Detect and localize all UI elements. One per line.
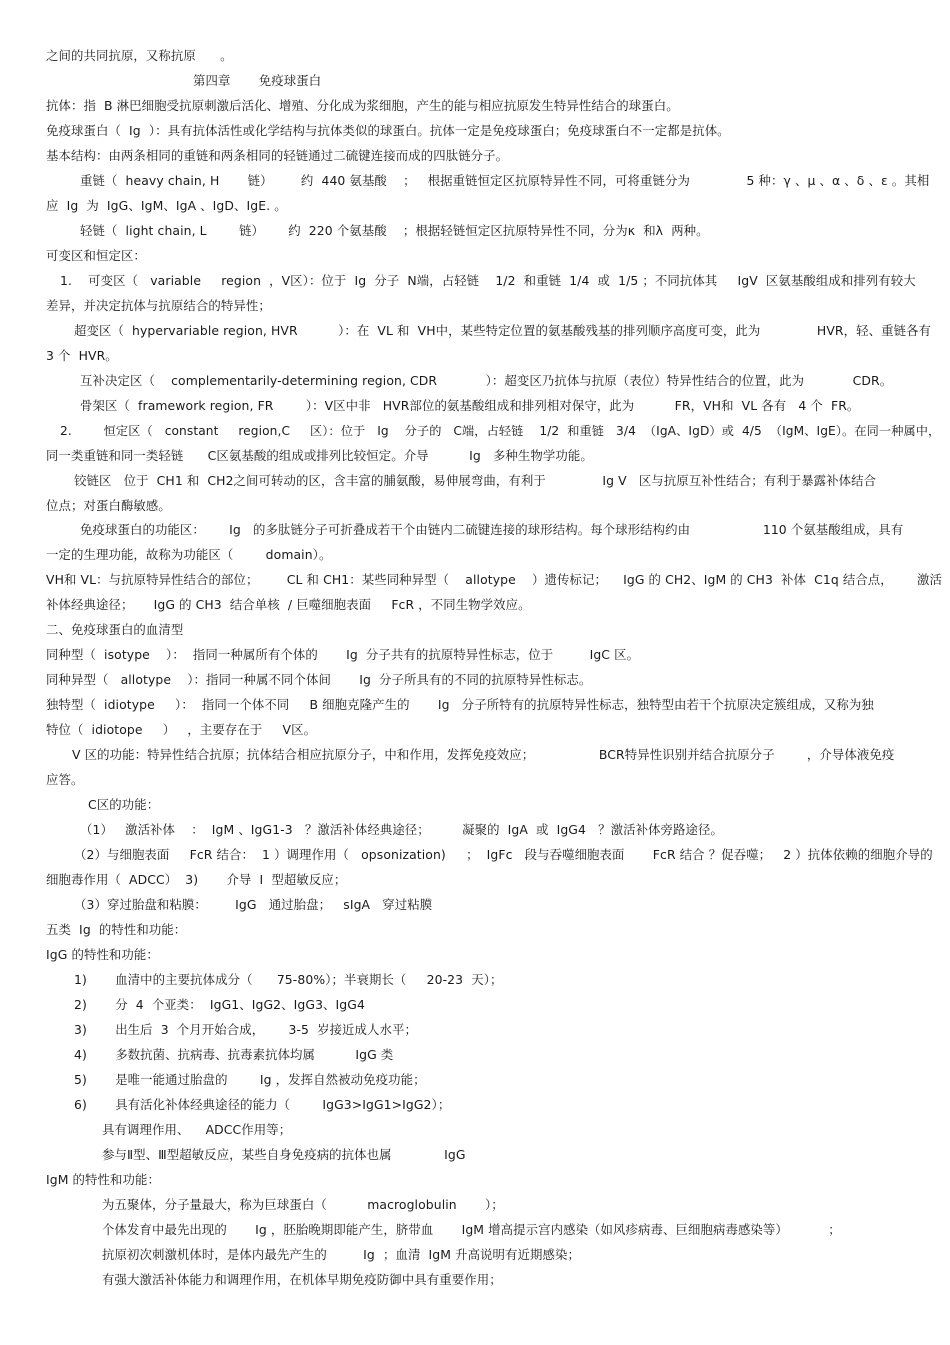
text-line: 重链（ heavy chain, H 链） 约 440 氨基酸 ； 根据重链恒定区抗原特异性不同，可将重链分为 5 种：γ 、μ 、α 、δ 、ε 。其相	[80, 173, 930, 188]
text-line: 补体经典途径； IgG 的 CH3 结合单核 / 巨噬细胞表面 FcR ，不同生物学效应。	[46, 597, 531, 612]
section-heading: IgM 的特性和功能：	[46, 1172, 160, 1187]
list-item: 3) 出生后 3 个月开始合成， 3-5 岁接近成人水平；	[74, 1022, 418, 1037]
text-line: 应 Ig 为 IgG、IgM、IgA 、IgD、IgE. 。	[46, 198, 287, 213]
text-line: （1） 激活补体 ： IgM 、IgG1-3 ？激活补体经典途径； 凝聚的 IgA 或 IgG4 ？激活补体旁路途径。	[80, 822, 724, 837]
section-heading: 二、免疫球蛋白的血清型	[46, 622, 184, 637]
section-heading: 五类 Ig 的特性和功能：	[46, 922, 187, 937]
section-heading: C区的功能：	[88, 797, 160, 812]
text-line: 免疫球蛋白（ Ig ）：具有抗体活性或化学结构与抗体类似的球蛋白。抗体一定是免疫球蛋白；免疫球蛋白不一定都是抗体。	[46, 123, 730, 138]
text-line: 超变区（ hypervariable region, HVR ）：在 VL 和 VH中，某些特定位置的氨基酸残基的排列顺序高度可变，此为 HVR，轻、重链各有	[74, 323, 932, 338]
section-heading: IgG 的特性和功能：	[46, 947, 159, 962]
text-line: 互补决定区（ complementarily-determining region, CDR ）：超变区乃抗体与抗原（表位）特异性结合的位置，此为 CDR。	[80, 373, 893, 388]
text-line: （3）穿过胎盘和粘膜： IgG 通过胎盘； sIgA 穿过粘膜	[74, 897, 433, 912]
text-line: 1. 可变区（ variable region ，V区）：位于 Ig 分子 N端，占轻链 1/2 和重链 1/4 或 1/5 ；不同抗体其 IgV 区氨基酸组成和排列有较大	[60, 273, 916, 288]
text-line: 抗原初次刺激机体时，是体内最先产生的 Ig ；血清 IgM 升高说明有近期感染；	[102, 1247, 580, 1262]
text-line: 有强大激活补体能力和调理作用，在机体早期免疫防御中具有重要作用；	[102, 1272, 502, 1287]
text-line: 具有调理作用、 ADCC作用等；	[102, 1122, 292, 1137]
text-line: 为五聚体，分子量最大，称为巨球蛋白（ macroglobulin ）；	[102, 1197, 504, 1212]
text-line: 参与Ⅱ型、Ⅲ型超敏反应，某些自身免疫病的抗体也属 IgG	[102, 1147, 466, 1162]
text-line: 位点；对蛋白酶敏感。	[46, 498, 171, 513]
text-line: 基本结构：由两条相同的重链和两条相同的轻链通过二硫键连接而成的四肽链分子。	[46, 148, 509, 163]
text-line: 一定的生理功能，故称为功能区（ domain）。	[46, 547, 332, 562]
text-line: 之间的共同抗原，又称抗原 。	[46, 48, 233, 63]
text-line: 抗体：指 B 淋巴细胞受抗原刺激后活化、增殖、分化成为浆细胞，产生的能与相应抗原发生特异性结合的球蛋白。	[46, 98, 679, 113]
text-line: 同种异型（ allotype ）：指同一种属不同个体间 Ig 分子所具有的不同的抗原特异性标志。	[46, 672, 592, 687]
text-line: 免疫球蛋白的功能区： Ig 的多肽链分子可折叠成若干个由链内二硫键连接的球形结构。每个球形结构约由 110 个氨基酸组成，具有	[80, 522, 904, 537]
text-line: 3 个 HVR。	[46, 348, 118, 363]
text-line: 2. 恒定区（ constant region,C 区）：位于 Ig 分子的 C端，占轻链 1/2 和重链 3/4 （IgA、IgD）或 4/5 （IgM、IgE）。在同一种属中，	[60, 424, 941, 438]
text-line: 应答。	[46, 772, 84, 787]
text-line: 特位（ idiotope ） ，主要存在于 V区。	[46, 722, 317, 737]
list-item: 5) 是唯一能通过胎盘的 Ig ，发挥自然被动免疫功能；	[74, 1072, 426, 1087]
text-line: 差异，并决定抗体与抗原结合的特异性；	[46, 298, 271, 313]
text-line: 同一类重链和同一类轻链 C区氨基酸的组成或排列比较恒定。介导 Ig 多种生物学功能。	[46, 448, 593, 463]
text-line: 铰链区 位于 CH1 和 CH2之间可转动的区，含丰富的脯氨酸，易伸展弯曲，有利于 Ig V 区与抗原互补性结合；有利于暴露补体结合	[74, 473, 877, 488]
section-heading: 可变区和恒定区：	[46, 248, 146, 263]
text-line: （2）与细胞表面 FcR 结合： 1 ）调理作用（ opsonization) ； IgFc 段与吞噬细胞表面 FcR 结合 ？促吞噬； 2 ）抗体依赖的细胞介导的	[74, 847, 933, 862]
list-item: 6) 具有活化补体经典途径的能力（ IgG3>IgG1>IgG2）；	[74, 1097, 451, 1112]
text-line: 个体发育中最先出现的 Ig ，胚胎晚期即能产生，脐带血 IgM 增高提示宫内感染（如风疹病毒、巨细胞病毒感染等） ；	[102, 1222, 841, 1237]
list-item: 2) 分 4 个亚类： IgG1、IgG2、IgG3、IgG4	[74, 997, 365, 1012]
list-item: 1) 血清中的主要抗体成分（ 75-80%）；半衰期长（ 20-23 天）；	[74, 972, 503, 987]
text-line: 轻链（ light chain, L 链） 约 220 个氨基酸 ；根据轻链恒定区抗原特异性不同，分为κ 和λ 两种。	[80, 223, 709, 238]
text-line: 同种型（ isotype ）： 指同一种属所有个体的 Ig 分子共有的抗原特异性标志，位于 IgC 区。	[46, 647, 640, 662]
text-line: VH和 VL：与抗原特异性结合的部位； CL 和 CH1：某些同种异型（ allotype ）遗传标记； IgG 的 CH2、IgM 的 CH3 补体 C1q 结合点， 激活	[46, 572, 943, 587]
text-line: V 区的功能：特异性结合抗原；抗体结合相应抗原分子，中和作用，发挥免疫效应； BCR特异性识别并结合抗原分子 ，介导体液免疫	[72, 747, 895, 762]
text-line: 细胞毒作用（ ADCC） 3) 介导 I 型超敏反应；	[46, 872, 347, 887]
chapter-heading: 第四章 免疫球蛋白	[193, 73, 322, 88]
text-line: 独特型（ idiotype ）： 指同一个体不同 B 细胞克隆产生的 Ig 分子所特有的抗原特异性标志，独特型由若干个抗原决定簇组成，又称为独	[46, 697, 874, 712]
list-item: 4) 多数抗菌、抗病毒、抗毒素抗体均属 IgG 类	[74, 1047, 394, 1062]
text-line: 骨架区（ framework region, FR ）：V区中非 HVR部位的氨基酸组成和排列相对保守，此为 FR，VH和 VL 各有 4 个 FR。	[80, 398, 860, 413]
